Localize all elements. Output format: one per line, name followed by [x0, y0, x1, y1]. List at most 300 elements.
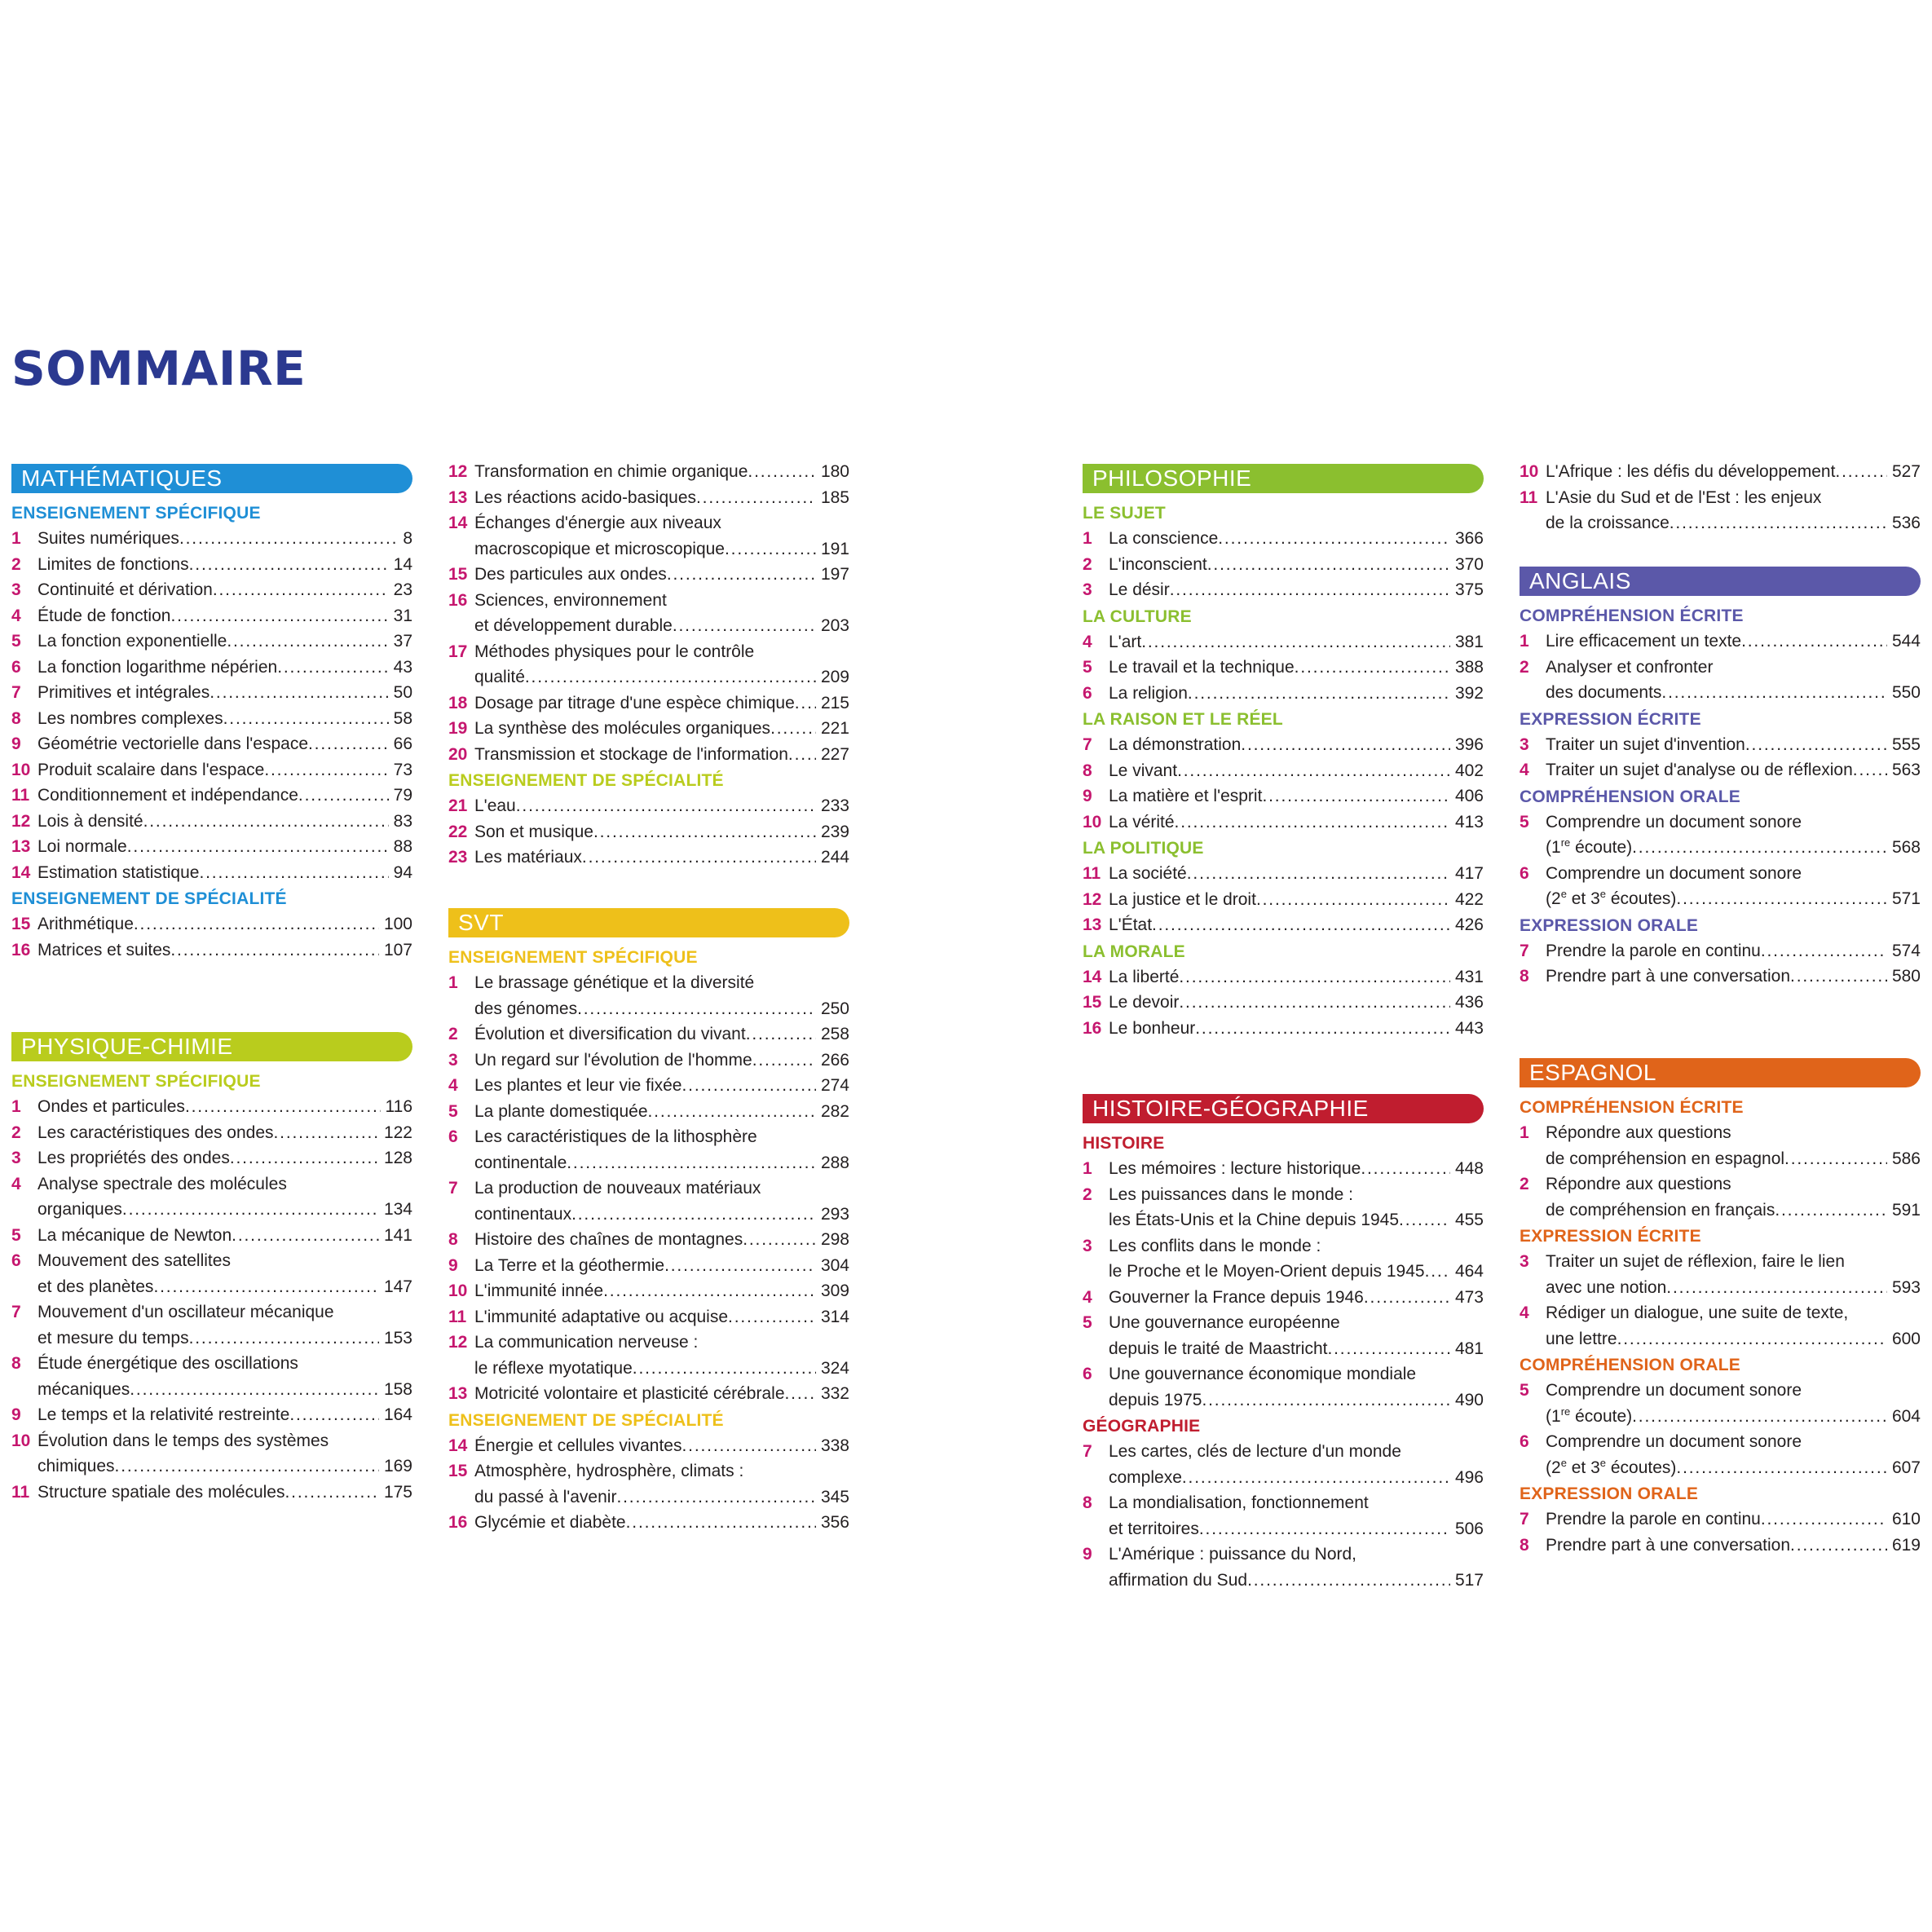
- chapter-number: 12: [448, 1333, 468, 1352]
- chapter-number: 2: [11, 554, 21, 574]
- toc-entry[interactable]: [1083, 887, 1484, 913]
- group-title: COMPRÉHENSION ÉCRITE: [1520, 1098, 1744, 1117]
- toc-entry[interactable]: [448, 1227, 849, 1253]
- toc-entry[interactable]: [11, 526, 412, 552]
- page-number: 600: [1891, 1329, 1921, 1348]
- toc-entry[interactable]: [1083, 1156, 1484, 1182]
- chapter-number: 10: [1083, 812, 1102, 831]
- chapter-title: L'immunité adaptative ou acquise: [474, 1307, 729, 1326]
- page-number: 134: [383, 1200, 412, 1219]
- chapter-title: Lois à densité: [37, 811, 143, 831]
- dot-leader: [298, 783, 389, 809]
- dot-leader: [170, 603, 388, 629]
- toc-entry[interactable]: [11, 1402, 412, 1428]
- page-number: 31: [393, 606, 412, 625]
- toc-entry[interactable]: [1083, 629, 1484, 655]
- page-number: 288: [820, 1153, 849, 1172]
- chapter-title: Le travail et la technique: [1109, 658, 1295, 677]
- toc-entry[interactable]: [11, 603, 412, 629]
- chapter-number: 8: [11, 1354, 21, 1373]
- page-number: 422: [1454, 889, 1484, 909]
- toc-entry[interactable]: [1083, 655, 1484, 681]
- chapter-number: 13: [448, 487, 468, 507]
- toc-entry[interactable]: [1083, 1285, 1484, 1311]
- toc-entry[interactable]: [11, 1171, 412, 1223]
- toc-entry[interactable]: [448, 1381, 849, 1407]
- chapter-title: Limites de fonctions: [37, 554, 189, 574]
- dot-leader: [277, 655, 388, 681]
- section-physique-chimie: [11, 1032, 412, 1505]
- chapter-number: 12: [1083, 889, 1102, 909]
- page-number: 568: [1891, 838, 1921, 857]
- dot-leader: [170, 937, 379, 964]
- dot-leader: [1676, 1455, 1887, 1481]
- page-number: 164: [383, 1405, 412, 1424]
- dot-leader: [1177, 758, 1450, 784]
- chapter-title: depuis 1975: [1109, 1390, 1202, 1409]
- toc-entry[interactable]: [448, 1278, 849, 1304]
- group-title: ENSEIGNEMENT DE SPÉCIALITÉ: [448, 1410, 724, 1430]
- chapter-number: 13: [11, 837, 31, 856]
- page-number: 73: [393, 760, 412, 779]
- dot-leader: [785, 1381, 816, 1407]
- toc-entry[interactable]: [1083, 552, 1484, 578]
- toc-entry[interactable]: [448, 970, 849, 1021]
- toc-entry[interactable]: [1083, 1361, 1484, 1413]
- toc-entry[interactable]: [448, 639, 849, 690]
- chapter-title: Évolution dans le temps des systèmes: [37, 1431, 329, 1450]
- dot-leader: [1761, 938, 1887, 964]
- dot-leader: [227, 629, 388, 655]
- toc-entry[interactable]: [448, 716, 849, 742]
- toc-entry[interactable]: [1520, 1300, 1921, 1352]
- section-banner: MATHÉMATIQUES: [11, 464, 412, 493]
- toc-entry[interactable]: [448, 1021, 849, 1048]
- section-histoire-geographie-continued: [1520, 459, 1921, 536]
- chapter-number: 13: [1083, 915, 1102, 934]
- page-number: 147: [383, 1277, 412, 1296]
- chapter-title: Une gouvernance européenne: [1109, 1313, 1340, 1332]
- toc-entry[interactable]: [1520, 757, 1921, 783]
- toc-entry[interactable]: [1520, 485, 1921, 536]
- page-number: 593: [1891, 1277, 1921, 1297]
- toc-entry[interactable]: [11, 577, 412, 603]
- toc-entry[interactable]: [448, 1048, 849, 1074]
- toc-entry[interactable]: [448, 1176, 849, 1227]
- chapter-title: Prendre la parole en continu: [1546, 941, 1761, 960]
- chapter-title: Les conflits dans le monde :: [1109, 1236, 1321, 1255]
- chapter-title: Motricité volontaire et plasticité cérébrale: [474, 1384, 785, 1403]
- toc-entry[interactable]: [1083, 964, 1484, 990]
- dot-leader: [616, 1484, 816, 1511]
- page-number: 58: [393, 708, 412, 728]
- dot-leader: [289, 1402, 379, 1428]
- page-number: 227: [820, 744, 849, 764]
- chapter-title: chimiques: [37, 1457, 115, 1475]
- toc-entry[interactable]: [448, 1304, 849, 1330]
- chapter-title: Loi normale: [37, 837, 127, 856]
- page-number: 443: [1454, 1018, 1484, 1038]
- page-number: 88: [393, 837, 412, 856]
- page-number: 169: [383, 1457, 412, 1475]
- page-number: 370: [1454, 554, 1484, 574]
- dot-leader: [648, 1099, 816, 1125]
- chapter-title: Les cartes, clés de lecture d'un monde: [1109, 1442, 1401, 1461]
- toc-entry[interactable]: [448, 845, 849, 871]
- section-espagnol: [1520, 1058, 1921, 1558]
- page-number: 282: [820, 1101, 849, 1121]
- chapter-number: 3: [1083, 1236, 1092, 1255]
- toc-entry[interactable]: [11, 629, 412, 655]
- toc-entry[interactable]: [11, 1351, 412, 1402]
- chapter-title: Mouvement d'un oscillateur mécanique: [37, 1303, 334, 1321]
- chapter-title: Estimation statistique: [37, 862, 200, 882]
- page-number: 563: [1891, 761, 1921, 779]
- group-title: ENSEIGNEMENT DE SPÉCIALITÉ: [448, 771, 724, 790]
- dot-leader: [1853, 757, 1887, 783]
- toc-entry[interactable]: [1083, 758, 1484, 784]
- page-number: 417: [1454, 864, 1484, 883]
- page-number: 158: [383, 1379, 412, 1399]
- section-banner: PHILOSOPHIE: [1083, 464, 1484, 493]
- toc-entry[interactable]: [448, 742, 849, 768]
- chapter-number: 19: [448, 719, 468, 738]
- dot-leader: [1327, 1336, 1449, 1362]
- toc-entry[interactable]: [11, 911, 412, 937]
- page-number: 122: [383, 1123, 412, 1142]
- toc-entry[interactable]: [1083, 809, 1484, 836]
- dot-leader: [115, 1453, 379, 1480]
- toc-entry[interactable]: [1520, 964, 1921, 990]
- chapter-title: Suites numériques: [37, 529, 179, 548]
- chapter-title: La société: [1109, 864, 1187, 883]
- dot-leader: [582, 845, 816, 871]
- page-number: 79: [393, 786, 412, 805]
- chapter-number: 9: [11, 1405, 21, 1424]
- chapter-number: 14: [448, 1436, 468, 1455]
- page-number: 100: [383, 915, 412, 933]
- dot-leader: [127, 834, 389, 860]
- toc-entry[interactable]: [11, 937, 412, 964]
- page-number: 455: [1454, 1211, 1484, 1229]
- chapter-number: 5: [1083, 1313, 1092, 1332]
- toc-entry[interactable]: [11, 680, 412, 706]
- chapter-title: Énergie et cellules vivantes: [474, 1436, 682, 1455]
- dot-leader: [230, 1145, 379, 1171]
- dot-leader: [185, 1094, 381, 1120]
- page-number: 431: [1454, 967, 1484, 986]
- chapter-title: Traiter un sujet d'analyse ou de réflexion: [1546, 761, 1853, 779]
- chapter-title: Ondes et particules: [37, 1097, 185, 1116]
- group-title: LA CULTURE: [1083, 607, 1192, 626]
- group-title: COMPRÉHENSION ORALE: [1520, 1356, 1740, 1374]
- chapter-title: Prendre part à une conversation: [1546, 1535, 1791, 1555]
- toc-entry[interactable]: [448, 459, 849, 485]
- dot-leader: [1666, 1275, 1887, 1301]
- page-number: 481: [1454, 1339, 1484, 1358]
- toc-entry[interactable]: [448, 1458, 849, 1510]
- toc-entry[interactable]: [1083, 1182, 1484, 1233]
- toc-entry[interactable]: [1083, 912, 1484, 938]
- toc-entry[interactable]: [448, 1253, 849, 1279]
- page-number: 555: [1891, 734, 1921, 754]
- chapter-title: et mesure du temps: [37, 1328, 189, 1348]
- chapter-number: 7: [1083, 1442, 1092, 1461]
- page-number: 43: [393, 657, 412, 677]
- toc-entry[interactable]: [1083, 1490, 1484, 1542]
- page-number: 586: [1891, 1149, 1921, 1168]
- chapter-number: 2: [1083, 554, 1092, 574]
- page-number: 180: [820, 462, 849, 481]
- chapter-title: Dosage par titrage d'une espèce chimique: [474, 693, 795, 712]
- group-title: COMPRÉHENSION ORALE: [1520, 787, 1740, 806]
- toc-entry[interactable]: [1520, 655, 1921, 706]
- page-number: 436: [1454, 993, 1484, 1012]
- toc-entry[interactable]: [1520, 809, 1921, 861]
- chapter-title: La plante domestiquée: [474, 1101, 648, 1121]
- chapter-title: continentale: [474, 1153, 567, 1172]
- page-number: 396: [1454, 735, 1484, 754]
- chapter-title: Évolution et diversification du vivant: [474, 1025, 746, 1043]
- toc-entry[interactable]: [11, 1428, 412, 1480]
- toc-entry[interactable]: [448, 510, 849, 562]
- chapter-number: 3: [1520, 1252, 1529, 1271]
- toc-entry[interactable]: [448, 819, 849, 845]
- group-title: LA POLITIQUE: [1083, 839, 1204, 858]
- chapter-number: 4: [1083, 1287, 1092, 1307]
- page-number: 185: [820, 487, 849, 507]
- dot-leader: [673, 613, 816, 639]
- dot-leader: [1632, 1404, 1887, 1430]
- chapter-number: 15: [448, 1462, 468, 1480]
- chapter-title: Répondre aux questions: [1546, 1123, 1731, 1142]
- chapter-title: La Terre et la géothermie: [474, 1255, 665, 1275]
- chapter-number: 10: [11, 1431, 31, 1450]
- toc-entry[interactable]: [1520, 1533, 1921, 1559]
- dot-leader: [788, 742, 816, 768]
- dot-leader: [189, 1325, 379, 1352]
- page-number: 324: [820, 1358, 849, 1378]
- chapter-title: avec une notion: [1546, 1277, 1667, 1297]
- chapter-number: 6: [11, 657, 21, 677]
- section-banner: ESPAGNOL: [1520, 1058, 1921, 1087]
- chapter-number: 3: [1083, 580, 1092, 599]
- toc-entry[interactable]: [1520, 1506, 1921, 1533]
- toc-entry[interactable]: [1520, 1171, 1921, 1223]
- toc-entry[interactable]: [1520, 861, 1921, 912]
- toc-entry[interactable]: [1520, 938, 1921, 964]
- toc-entry[interactable]: [11, 783, 412, 809]
- toc-entry[interactable]: [1083, 1542, 1484, 1593]
- chapter-title: Étude énergétique des oscillations: [37, 1354, 298, 1373]
- chapter-title: La démonstration: [1109, 735, 1242, 754]
- chapter-title: Le bonheur: [1109, 1018, 1196, 1038]
- section-banner: HISTOIRE-GÉOGRAPHIE: [1083, 1094, 1484, 1123]
- chapter-title: continentaux: [474, 1204, 572, 1224]
- chapter-number: 7: [11, 683, 21, 702]
- chapter-number: 6: [1083, 1365, 1092, 1383]
- page-number: 244: [820, 848, 849, 867]
- toc-entry[interactable]: [1520, 732, 1921, 758]
- toc-entry[interactable]: [1083, 1310, 1484, 1361]
- chapter-title: de compréhension en espagnol: [1546, 1149, 1785, 1168]
- chapter-number: 2: [1520, 1175, 1529, 1193]
- chapter-number: 15: [1083, 993, 1102, 1012]
- page-number: 580: [1891, 967, 1921, 986]
- toc-entry[interactable]: [448, 562, 849, 588]
- toc-entry[interactable]: [1520, 1378, 1921, 1429]
- chapter-title: La liberté: [1109, 967, 1180, 986]
- toc-entry[interactable]: [1083, 577, 1484, 603]
- page-number: 607: [1891, 1458, 1921, 1477]
- toc-entry[interactable]: [11, 1480, 412, 1506]
- toc-entry[interactable]: [1520, 459, 1921, 485]
- page-number: 604: [1891, 1406, 1921, 1426]
- toc-entry[interactable]: [11, 1223, 412, 1249]
- chapter-title: Lire efficacement un texte: [1546, 632, 1742, 651]
- page-number: 496: [1454, 1467, 1484, 1487]
- toc-entry[interactable]: [11, 1248, 412, 1299]
- page-number: 332: [820, 1384, 849, 1403]
- toc-entry[interactable]: [11, 1094, 412, 1120]
- dot-leader: [577, 996, 816, 1022]
- chapter-number: 16: [1083, 1018, 1102, 1038]
- toc-entry[interactable]: [1083, 1233, 1484, 1285]
- toc-entry[interactable]: [11, 860, 412, 886]
- toc-entry[interactable]: [11, 1120, 412, 1146]
- group-title: EXPRESSION ÉCRITE: [1520, 709, 1701, 729]
- chapter-number: 1: [1083, 1159, 1092, 1178]
- chapter-number: 7: [11, 1303, 21, 1321]
- group-title: EXPRESSION ÉCRITE: [1520, 1227, 1701, 1246]
- toc-entry[interactable]: [448, 485, 849, 511]
- dot-leader: [1361, 1156, 1450, 1182]
- toc-entry[interactable]: [448, 1330, 849, 1381]
- page-number: 314: [820, 1307, 849, 1326]
- chapter-number: 3: [448, 1050, 458, 1070]
- chapter-number: 20: [448, 744, 468, 764]
- chapter-title: L'Afrique : les défis du développement: [1546, 462, 1836, 481]
- toc-entry[interactable]: [1520, 1120, 1921, 1171]
- toc-entry[interactable]: [448, 1510, 849, 1536]
- chapter-number: 2: [448, 1025, 458, 1043]
- chapter-title: Comprendre un document sonore: [1546, 812, 1802, 831]
- toc-entry[interactable]: [1083, 783, 1484, 809]
- chapter-title: La matière et l'esprit: [1109, 787, 1263, 805]
- chapter-number: 11: [448, 1307, 467, 1326]
- dot-leader: [1175, 809, 1450, 836]
- toc-entry[interactable]: [448, 690, 849, 717]
- chapter-title: Arithmétique: [37, 915, 134, 933]
- toc-entry[interactable]: [11, 834, 412, 860]
- section-svt: [448, 908, 849, 1536]
- chapter-number: 8: [11, 708, 21, 728]
- dot-leader: [743, 1227, 816, 1253]
- chapter-number: 7: [1083, 735, 1092, 754]
- toc-entry[interactable]: [1083, 1439, 1484, 1490]
- chapter-title: Sciences, environnement: [474, 590, 667, 610]
- toc-entry[interactable]: [448, 1073, 849, 1099]
- dot-leader: [308, 731, 389, 757]
- chapter-title: Transformation en chimie organique: [474, 462, 748, 481]
- section-banner: PHYSIQUE-CHIMIE: [11, 1032, 412, 1061]
- toc-entry[interactable]: [1520, 629, 1921, 655]
- dot-leader: [681, 1073, 815, 1099]
- chapter-title: Comprendre un document sonore: [1546, 1432, 1802, 1451]
- chapter-title: Le désir: [1109, 580, 1170, 599]
- dot-leader: [1262, 783, 1450, 809]
- toc-entry[interactable]: [1083, 526, 1484, 552]
- toc-entry[interactable]: [448, 1433, 849, 1459]
- toc-entry[interactable]: [11, 552, 412, 578]
- toc-entry[interactable]: [1083, 861, 1484, 887]
- dot-leader: [1775, 1198, 1887, 1224]
- toc-entry[interactable]: [448, 588, 849, 639]
- chapter-title: L'État: [1109, 915, 1153, 934]
- group-title: ENSEIGNEMENT SPÉCIFIQUE: [11, 1072, 261, 1091]
- chapter-title: une lettre: [1546, 1329, 1617, 1348]
- dot-leader: [1784, 1146, 1887, 1172]
- page-number: 550: [1891, 683, 1921, 702]
- toc-entry[interactable]: [1520, 1249, 1921, 1300]
- dot-leader: [274, 1120, 379, 1146]
- section-banner: SVT: [448, 908, 849, 937]
- chapter-title: Traiter un sujet d'invention: [1546, 734, 1745, 754]
- page-number: 215: [820, 693, 849, 712]
- chapter-title: La vérité: [1109, 812, 1175, 831]
- toc-entry[interactable]: [448, 1099, 849, 1125]
- page-number: 506: [1454, 1519, 1484, 1538]
- dot-leader: [213, 577, 389, 603]
- chapter-title: La conscience: [1109, 529, 1219, 548]
- chapter-title: des génomes: [474, 999, 578, 1018]
- page-number: 413: [1454, 812, 1484, 831]
- toc-entry[interactable]: [1083, 990, 1484, 1016]
- toc-entry[interactable]: [11, 757, 412, 783]
- dot-leader: [667, 562, 816, 588]
- chapter-title: La fonction exponentielle: [37, 632, 227, 651]
- dot-leader: [1295, 655, 1450, 681]
- chapter-number: 14: [448, 514, 468, 532]
- page-number: 527: [1891, 462, 1921, 481]
- dot-leader: [264, 757, 388, 783]
- page-number: 141: [383, 1225, 412, 1245]
- chapter-number: 4: [1083, 632, 1092, 651]
- chapter-number: 18: [448, 693, 468, 712]
- toc-entry[interactable]: [1083, 681, 1484, 707]
- toc-entry[interactable]: [11, 809, 412, 835]
- chapter-number: 2: [11, 1123, 21, 1142]
- page-number: 66: [393, 734, 412, 753]
- toc-entry[interactable]: [1083, 1016, 1484, 1042]
- toc-entry[interactable]: [448, 1124, 849, 1176]
- toc-entry[interactable]: [11, 1299, 412, 1351]
- chapter-number: 14: [1083, 967, 1102, 986]
- toc-entry[interactable]: [11, 731, 412, 757]
- toc-entry[interactable]: [1520, 1429, 1921, 1480]
- chapter-number: 12: [448, 462, 468, 481]
- chapter-number: 10: [11, 760, 31, 779]
- dot-leader: [626, 1510, 816, 1536]
- toc-entry[interactable]: [1083, 732, 1484, 758]
- toc-entry[interactable]: [448, 793, 849, 819]
- toc-entry[interactable]: [11, 706, 412, 732]
- toc-entry[interactable]: [11, 1145, 412, 1171]
- chapter-title: organiques: [37, 1200, 122, 1219]
- dot-leader: [1364, 1285, 1450, 1311]
- toc-entry[interactable]: [11, 655, 412, 681]
- page-number: 402: [1454, 761, 1484, 780]
